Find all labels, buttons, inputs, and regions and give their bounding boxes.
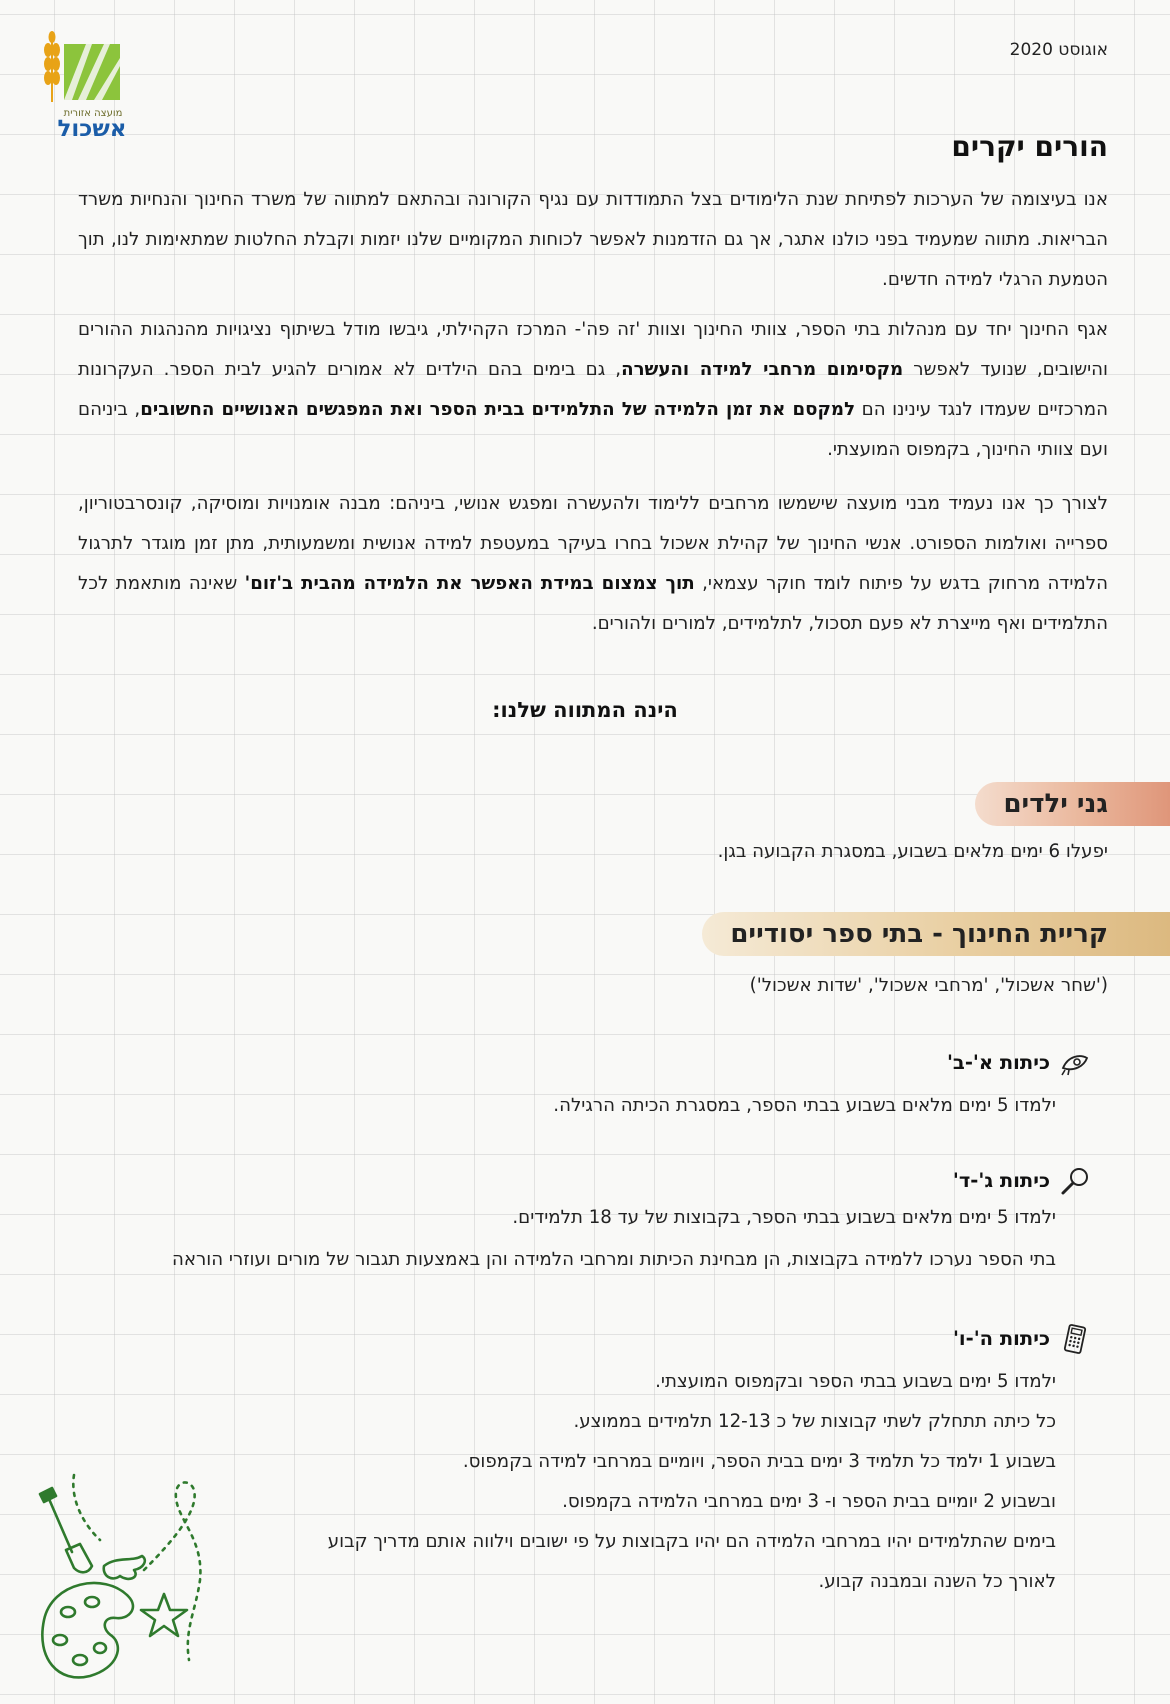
document-date: אוגוסט 2020 xyxy=(1009,40,1108,60)
calculator-icon xyxy=(1060,1324,1090,1354)
schools-list: ('שחר אשכול', 'מרחבי אשכול', 'שדות אשכול') xyxy=(749,975,1108,996)
grade-5-6-line-3: בשבוע 1 ילמד כל תלמיד 3 ימים בבית הספר, ויומיים במרחבי למידה בקמפוס. xyxy=(462,1451,1056,1472)
kindergarten-text: יפעלו 6 ימים מלאים בשבוע, במסגרת הקבועה בגן. xyxy=(717,841,1108,862)
grade-3-4-line-1: ילמדו 5 ימים מלאים בשבוע בבתי הספר, בקבוצות של עד 18 תלמידים. xyxy=(512,1207,1056,1228)
intro-p2-bold-a: מקסימום מרחבי למידה והעשרה xyxy=(621,359,904,380)
intro-p2-text-b: , גם בימים בהם הילדים לא אמורים להגיע לבית הספר. העקרונות המרכזיים שעמדו לנגד עינינו הם xyxy=(78,359,1108,420)
grade-5-6-line-4: ובשבוע 2 יומיים בבית הספר ו- 3 ימים במרחבי הלמידה בקמפוס. xyxy=(562,1491,1056,1512)
intro-p2-text-a: אגף החינוך יחד עם מנהלות בתי הספר, צוותי החינוך וצוות 'זה פה'- המרכז הקהילתי, גיבשו מודל בשיתוף נציגויות מהנהגות ההורים והישובים, שנועד לאפשר xyxy=(78,319,1109,380)
grade-3-4-line-2: בתי הספר נערכו ללמידה בקבוצות, הן מבחינת הכיתות ומרחבי הלמידה והן באמצעות תגבור של מורים ועוזרי הוראה xyxy=(171,1249,1056,1270)
page-title: הורים יקרים xyxy=(951,130,1108,163)
intro-paragraph-1: אנו בעיצומה של הערכות לפתיחת שנת הלימודים בצל התמודדות עם נגיף הקורונה ובהתאם למתווה של משרד החינוך והנחיות משרד הבריאות. מתווה שמעמיד בפני כולנו אתגר, אך גם הזדמנות לאפשר לכוחות המקומיים שלנו יזמות וקבלת החלטות שמתאימות לנו, תוך הטמעת הרגלי למידה חדשים. xyxy=(78,189,1108,290)
intro-p3-bold: תוך צמצום במידת האפשר את הלמידה מהבית ב'זום' xyxy=(244,573,695,594)
eshkol-logo xyxy=(40,28,140,140)
grade-5-6-line-2: כל כיתה תתחלק לשתי קבוצות של כ 12-13 תלמידים בממוצע. xyxy=(573,1411,1056,1432)
intro-p2-bold-b: למקסם את זמן הלמידה של התלמידים בבית הספר ואת המפגשים האנושיים החשובים xyxy=(140,399,856,420)
grade-5-6-line-5: בימים שהתלמידים יהיו במרחבי הלמידה הם יהיו בקבוצות על פי ישובים וילווה אותם מדריך קבוע xyxy=(327,1531,1056,1552)
grade-3-4-title: כיתות ג'-ד' xyxy=(952,1169,1050,1192)
kindergarten-heading: גני ילדים xyxy=(975,782,1170,826)
grade-5-6-title: כיתות ה'-ו' xyxy=(952,1327,1050,1350)
intro-p3-text-b: שאינה מותאמת לכל התלמידים ואף מייצרת לא פעם תסכול, לתלמידים, למורים ולהורים. xyxy=(78,573,1108,634)
intro-paragraph-3 xyxy=(78,484,1108,644)
intro-p3-text-a: לצורך כך אנו נעמיד מבני מועצה שישמשו מרחבים ללימוד ולהעשרה ומפגש אנושי, ביניהם: מבנה אומנויות ומוסיקה, קונסרבטוריון, ספרייה ואולמות הספורט. אנשי החינוך של קהילת אשכול בחרו בעיקר במעטפת למידה אנושית ומשמעותית, מתן זמן מוגדר לתרגול הלמידה מרחוק בדגש על פיתוח לומד חוקר עצמאי, xyxy=(78,493,1108,594)
rocket-icon xyxy=(1060,1048,1090,1078)
magnifier-icon xyxy=(1060,1166,1090,1196)
grade-5-6-line-6: לאורך כל השנה ובמבנה קבוע. xyxy=(818,1571,1056,1592)
palette-decoration xyxy=(24,1470,224,1700)
plan-subtitle: הינה המתווה שלנו: xyxy=(492,698,678,722)
grade-1-2-line-1: ילמדו 5 ימים מלאים בשבוע בבתי הספר, במסגרת הכיתה הרגילה. xyxy=(553,1095,1056,1116)
logo-emblem-icon xyxy=(40,28,140,108)
grade-1-2-title: כיתות א'-ב' xyxy=(946,1051,1050,1074)
logo-name: אשכול xyxy=(57,116,127,142)
elementary-heading: קריית החינוך - בתי ספר יסודיים xyxy=(702,912,1170,956)
grade-5-6-line-1: ילמדו 5 ימים בשבוע בבתי הספר ובקמפוס המועצתי. xyxy=(655,1371,1056,1392)
logo-subtitle: מועצה אזורית xyxy=(63,108,123,119)
intro-p2-text-c: , ביניהם ועם צוותי החינוך, בקמפוס המועצתי. xyxy=(78,399,1108,460)
intro-paragraph-2 xyxy=(78,310,1108,470)
